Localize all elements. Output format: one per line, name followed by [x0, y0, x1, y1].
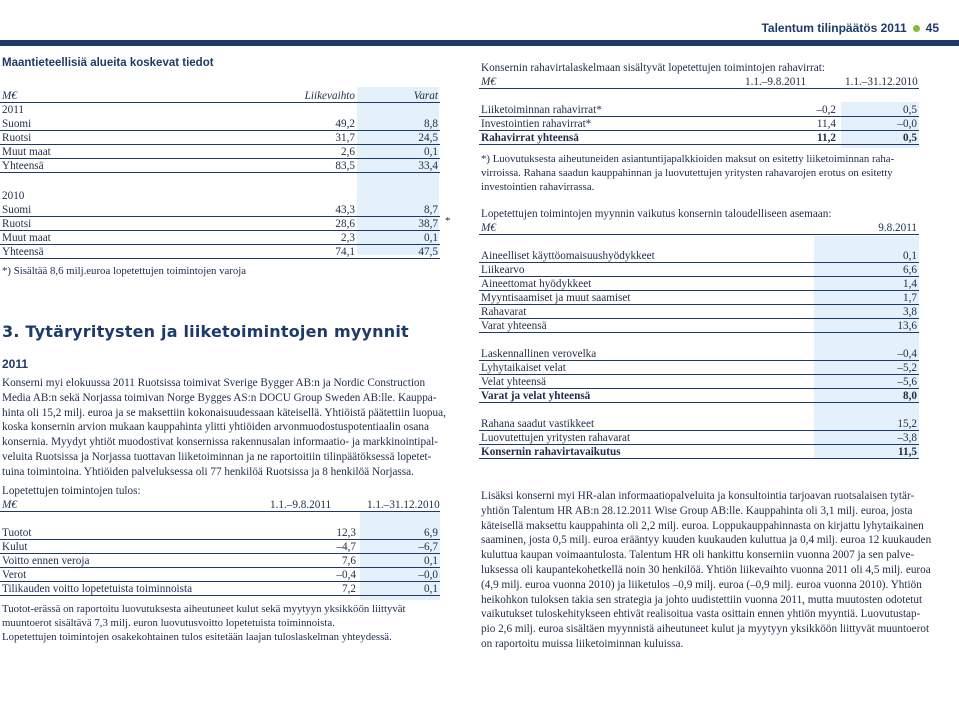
cashflow-note-line: *) Luovutuksesta aiheutuneiden asiantuntijapalkkioiden maksut on esitetty liiketoiminnan raha-	[481, 153, 895, 165]
geo-row-varat: 8,7	[424, 204, 438, 216]
cashflow-row-label: Investointien rahavirrat*	[481, 118, 592, 130]
section-paragraph-line: hinta oli 15,2 milj. euroa ja se maksettiin kokonaisuudessaan käteisellä. Yhtiöistä päätettiin luopua,	[2, 406, 446, 419]
geo-row-label: Ruotsi	[2, 218, 32, 230]
geo-header-row	[0, 89, 440, 103]
cashflow-row-2011: 11,2	[817, 132, 836, 144]
effect-row	[479, 319, 919, 333]
cashflow-rows	[479, 103, 919, 145]
effect-row-label: Rahana saadut vastikkeet	[481, 418, 595, 430]
geo-row	[0, 203, 440, 217]
effect-title: Lopetettujen toimintojen myynnin vaikutus konsernin taloudelliseen asemaan:	[481, 208, 832, 220]
geo-row	[0, 145, 440, 159]
section-paragraph	[2, 376, 446, 480]
effect-row-value: 11,5	[898, 446, 917, 458]
result-row-2010: 0,1	[424, 583, 438, 595]
geo-row	[0, 131, 440, 145]
cashflow-note-line: investointien rahavirrassa.	[481, 181, 595, 193]
effect-row-label: Liikearvo	[481, 264, 525, 276]
effect-header-row	[479, 221, 919, 235]
effect-row	[479, 249, 919, 263]
cashflow-row-2011: 11,4	[816, 118, 836, 130]
effect-row-label: Aineelliset käyttöomaisuushyödykkeet	[481, 250, 655, 262]
result-table	[0, 498, 440, 596]
effect-row-label: Konsernin rahavirtavaikutus	[481, 446, 621, 458]
effect-table	[479, 221, 919, 459]
cashflow-note-line: virroissa. Rahana saadun kauppahinnan ja luovutettujen yritysten rahavarojen erotus on esitetty	[481, 167, 893, 179]
effect-row	[479, 305, 919, 319]
effect-row-label: Myyntisaamiset ja muut saamiset	[481, 292, 631, 304]
geo-row-varat: 24,5	[418, 132, 438, 144]
effect-row-label: Velat yhteensä	[481, 376, 546, 388]
hr-paragraph-line: käteisellä maksettu kauppahinta oli 2,2 milj. euroa. Loppukauppahinnasta on kirjattu lyhytaikainen	[481, 519, 924, 532]
effect-row	[479, 263, 919, 277]
cashflow-header-unit: M€	[481, 76, 496, 88]
result-row-label: Tuotot	[2, 527, 32, 539]
cashflow-header-row	[479, 75, 919, 89]
geo-row-liikevaihto: 74,1	[335, 246, 355, 258]
effect-row-value: 15,2	[897, 418, 917, 430]
cashflow-title: Konsernin rahavirtalaskelmaan sisältyvät lopetettujen toimintojen rahavirrat:	[481, 62, 825, 74]
cashflow-header-c1: 1.1.–9.8.2011	[745, 76, 807, 88]
result-row	[0, 554, 440, 568]
geo-title: Maantieteellisiä alueita koskevat tiedot	[2, 57, 214, 69]
result-row-2010: –0,0	[418, 569, 438, 581]
cashflow-row-label: Liiketoiminnan rahavirrat*	[481, 104, 602, 116]
effect-row-label: Varat ja velat yhteensä	[481, 390, 591, 402]
result-row-2010: 6,9	[424, 527, 438, 539]
result-rows	[0, 526, 440, 596]
result-row-2010: 0,1	[424, 555, 438, 567]
effect-header-unit: M€	[481, 222, 496, 234]
result-row-2010: –6,7	[418, 541, 438, 553]
result-row-2011: 12,3	[336, 527, 356, 539]
geo-header-c2: Varat	[413, 90, 438, 102]
geo-row-liikevaihto: 2,3	[341, 232, 355, 244]
effect-row	[479, 445, 919, 459]
effect-row-value: –0,4	[897, 348, 917, 360]
result-header-unit: M€	[2, 499, 17, 511]
result-note-line: muuntoerot sisältävä 7,3 milj. euron luovutusvoitto lopetetuista toiminnoista.	[2, 617, 335, 629]
effect-header-c1: 9.8.2011	[878, 222, 917, 234]
geo-row	[0, 103, 440, 117]
result-title: Lopetettujen toimintojen tulos:	[2, 485, 141, 497]
section-paragraph-line: veluita Ruotsissa ja Norjassa tuottavan liiketoiminnan ja ne raportoitiin tilinpäätöksessä lopetet-	[2, 450, 432, 463]
report-title: Talentum tilinpäätös 2011	[761, 21, 907, 35]
hr-paragraph-line: luksessa oli kaupantekohetkellä noin 30 henkilöä. Yhtiön liikevaihto vuonna 2011 oli 4,5 milj. euroa	[481, 563, 931, 576]
effect-row-value: 3,8	[903, 306, 917, 318]
cashflow-notes	[481, 152, 894, 194]
hr-paragraph-line: saaminen, josta 0,5 milj. euroa erääntyy kuuden kuukauden kuluttua ja 0,4 milj. euroa 12 kuukauden	[481, 534, 932, 547]
hr-paragraph-line: kuluttua kaupan voimaantulosta. Talentum HR oli hankittu konserniin vuonna 2007 ja sen palve-	[481, 549, 915, 562]
result-row	[0, 540, 440, 554]
result-row-2011: –0,4	[336, 569, 356, 581]
effect-row	[479, 347, 919, 361]
geo-row-varat: 8,8	[424, 118, 438, 130]
geo-footnote: *) Sisältää 8,6 milj.euroa lopetettujen toimintojen varoja	[2, 265, 247, 277]
result-row-label: Kulut	[2, 541, 28, 553]
effect-row	[479, 375, 919, 389]
effect-row-value: 8,0	[903, 390, 917, 402]
cashflow-row	[479, 131, 919, 145]
hr-paragraph-line: on raportoitu muissa liiketoiminnan kuluissa.	[481, 637, 684, 650]
cashflow-row	[479, 117, 919, 131]
hr-paragraph-line: (4,9 milj. euroa vuonna 2010) ja liiketulos –0,9 milj. euroa (–0,9 milj. euroa vuonna 2010). Yhtiön	[481, 578, 922, 591]
result-row-2011: 7,2	[342, 583, 356, 595]
geo-row-liikevaihto: 31,7	[335, 132, 355, 144]
effect-row-value: 6,6	[903, 264, 917, 276]
geo-row-varat: 47,5	[418, 246, 438, 258]
geo-row-liikevaihto: 83,5	[335, 160, 355, 172]
geo-header-unit: M€	[2, 90, 17, 102]
geo-row-label: Yhteensä	[2, 160, 44, 172]
cashflow-table	[479, 75, 919, 145]
geo-row-label: Muut maat	[2, 146, 51, 158]
cashflow-row-label: Rahavirrat yhteensä	[481, 132, 579, 144]
header-rule	[0, 40, 959, 46]
effect-row-label: Lyhytaikaiset velat	[481, 362, 566, 374]
geo-row-label: 2011	[2, 104, 24, 116]
result-header-c2: 1.1.–31.12.2010	[367, 499, 440, 511]
section-title: 3. Tytäryritysten ja liiketoimintojen myynnit	[2, 322, 409, 341]
hr-paragraph-line: vaikutukset tuloskehitykseen ehtivät realisoitua vasta osittain ennen yhtiön myyntiä. Luovutustap-	[481, 608, 921, 621]
section-paragraph-line: konsernia. Myydyt yhtiöt muodostivat konsernissa rakennusalan informaatio- ja markkinointipal-	[2, 436, 438, 449]
result-header-row	[0, 498, 440, 512]
result-note-line: Tuotot-erässä on raportoitu luovutuksesta aiheutuneet kulut sekä myytyyn yksikköön liittyvät	[2, 603, 406, 615]
cashflow-row-2010: –0,0	[897, 118, 917, 130]
geo-header-c1: Liikevaihto	[304, 90, 355, 102]
result-row-label: Verot	[2, 569, 27, 581]
geo-rows	[0, 103, 440, 259]
effect-row-label: Luovutettujen yritysten rahavarat	[481, 432, 631, 444]
effect-row-label: Varat yhteensä	[481, 320, 547, 332]
effect-row	[479, 417, 919, 431]
geo-row	[0, 189, 440, 203]
cashflow-row-2010: 0,5	[903, 104, 917, 116]
geo-row-varat: 38,7	[418, 218, 438, 230]
page-number: 45	[925, 21, 939, 35]
effect-row-value: 0,1	[903, 250, 917, 262]
effect-row-value: –5,6	[897, 376, 917, 388]
section-paragraph-line: tuina toimintoina. Yhtiöiden palveluksessa oli 77 henkilöä Ruotsissa ja 8 henkilöä Norjassa.	[2, 465, 414, 478]
geo-row	[0, 117, 440, 131]
geo-row	[0, 231, 440, 245]
result-row	[0, 526, 440, 540]
hr-paragraph-line: pio 2,6 milj. euroa sisältäen myynnistä aiheutuneet kulut ja myytyyn yksikköön liittyvät muuntoerot	[481, 623, 930, 636]
result-note-line: Lopetettujen toimintojen osakekohtainen tulos esitetään laajan tuloslaskelman yhteydessä.	[2, 631, 392, 643]
result-notes	[2, 602, 406, 644]
cashflow-header-c2: 1.1.–31.12.2010	[845, 76, 918, 88]
geo-row	[0, 173, 440, 189]
geo-row-varat: 0,1	[424, 146, 438, 158]
hr-paragraph	[481, 489, 931, 652]
geo-row	[0, 245, 440, 259]
cashflow-row-2010: 0,5	[903, 132, 917, 144]
cashflow-row-2011: –0,2	[816, 104, 836, 116]
result-row-2011: –4,7	[336, 541, 356, 553]
effect-row-label: Aineettomat hyödykkeet	[481, 278, 592, 290]
geo-row-varat: 33,4	[418, 160, 438, 172]
effect-rows	[479, 249, 919, 459]
effect-row	[479, 277, 919, 291]
geo-row	[0, 217, 440, 231]
geo-row-label: Yhteensä	[2, 246, 44, 258]
effect-row-value: 13,6	[897, 320, 917, 332]
result-row-label: Voitto ennen veroja	[2, 555, 90, 567]
geo-row	[0, 159, 440, 173]
section-paragraph-line: Media AB:n sekä Norjassa toimivan Norge Bygges AS:n DOCU Group Sweden AB:lle. Kauppa-	[2, 391, 437, 404]
effect-row-value: –5,2	[897, 362, 917, 374]
result-row	[0, 582, 440, 596]
hr-paragraph-line: Lisäksi konserni myi HR-alan informaatiopalveluita ja konsultointia tarjoavan ruotsalaisen tytär-	[481, 490, 915, 502]
geo-row-label: Muut maat	[2, 232, 51, 244]
geo-row-label: 2010	[2, 190, 25, 202]
effect-row-label: Rahavarat	[481, 306, 527, 318]
hr-paragraph-line: yhtiön Talentum HR AB:n 28.12.2011 Wise Group AB:lle. Kauppahinta oli 3,1 milj. euroa, josta	[481, 504, 913, 517]
effect-row-value: 1,4	[903, 278, 917, 290]
geo-row-liikevaihto: 2,6	[341, 146, 355, 158]
hr-paragraph-line: heikohkon tuloksen takia sen strategia ja johto uudistettiin vuonna 2011, mutta muutosten odotetut	[481, 593, 923, 606]
effect-row	[479, 431, 919, 445]
effect-row-value: 1,7	[903, 292, 917, 304]
geo-star: *	[445, 215, 451, 227]
effect-row	[479, 291, 919, 305]
effect-row	[479, 361, 919, 375]
section-paragraph-line: koska konsernin arvion mukaan kauppahinta ylitti yhtiöiden arvonmuodostuspotentiaalin osana	[2, 421, 429, 434]
geo-row-liikevaihto: 28,6	[335, 218, 355, 230]
cashflow-row	[479, 103, 919, 117]
geo-row-varat: 0,1	[424, 232, 438, 244]
result-header-c1: 1.1.–9.8.2011	[270, 499, 332, 511]
result-row	[0, 568, 440, 582]
geo-row-liikevaihto: 49,2	[335, 118, 355, 130]
effect-row-value: –3,8	[897, 432, 917, 444]
result-row-label: Tilikauden voitto lopetetuista toiminnoista	[2, 583, 193, 595]
geo-row-liikevaihto: 43,3	[335, 204, 355, 216]
effect-row-label: Laskennallinen verovelka	[481, 348, 597, 360]
section-paragraph-line: Konserni myi elokuussa 2011 Ruotsissa toimivat Sverige Bygger AB:n ja Nordic Construction	[2, 377, 426, 389]
geo-row-label: Suomi	[2, 118, 32, 130]
effect-row	[479, 389, 919, 403]
section-year: 2011	[2, 357, 29, 371]
result-row-2011: 7,6	[342, 555, 356, 567]
geo-row-label: Suomi	[2, 204, 32, 216]
geo-row-label: Ruotsi	[2, 132, 32, 144]
page-header	[761, 21, 939, 35]
geo-table	[0, 89, 440, 259]
bullet-dot-icon	[913, 25, 920, 32]
